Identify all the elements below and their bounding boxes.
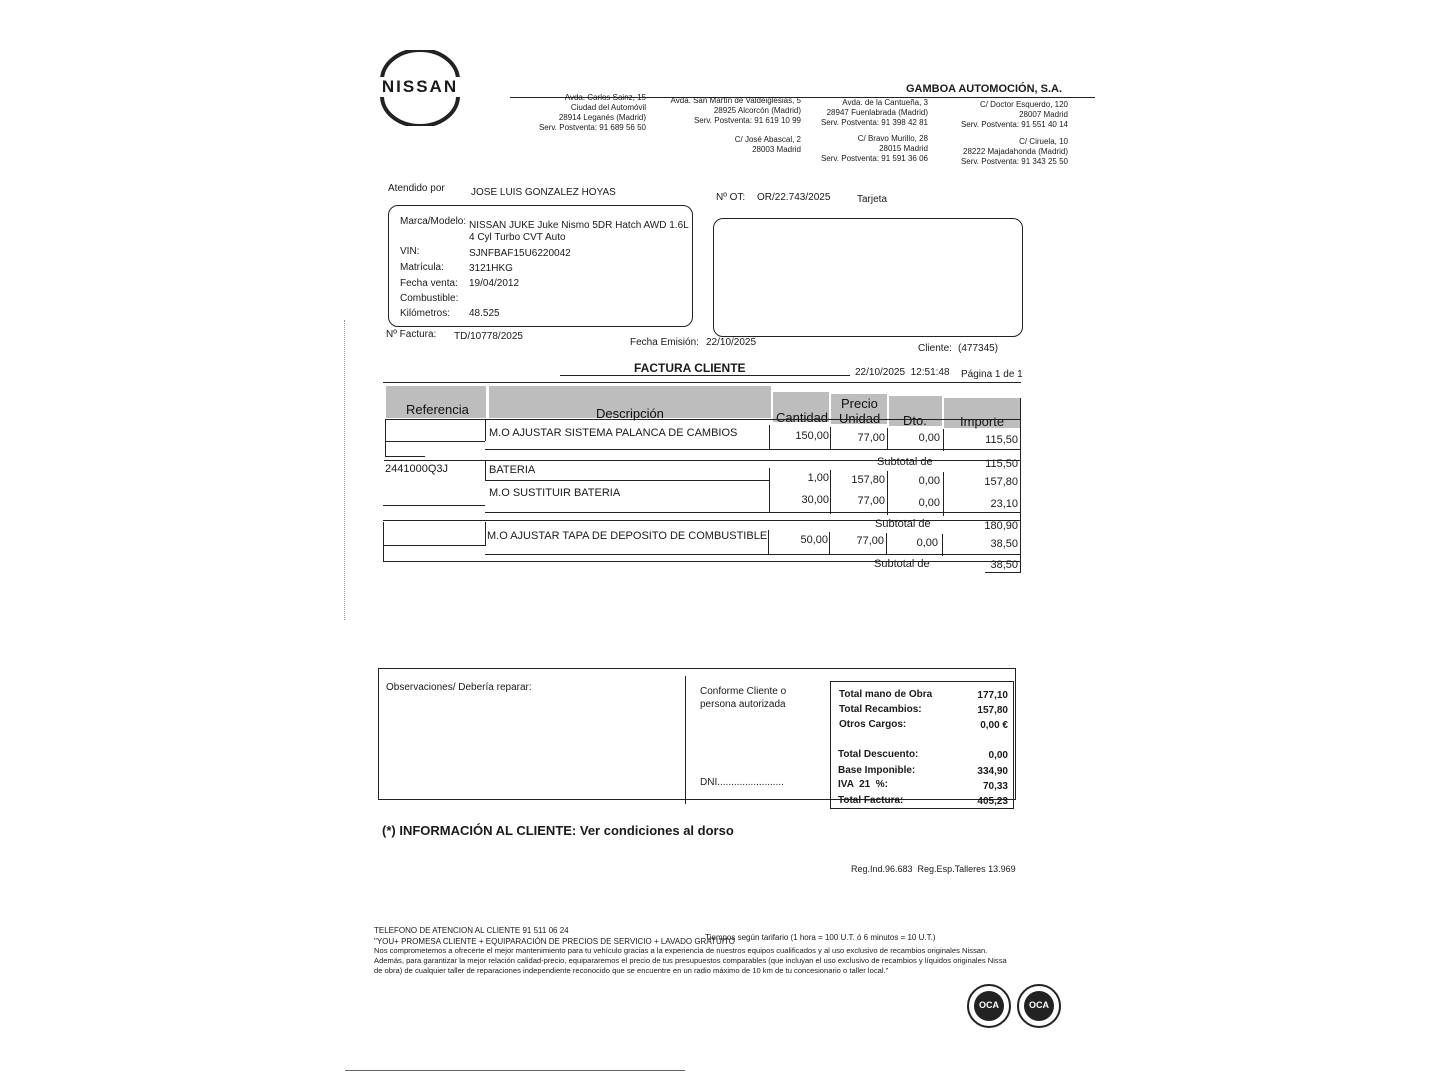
address-bravo-murillo <box>806 134 928 164</box>
address-alcorcon <box>655 96 801 126</box>
col-rule <box>942 534 943 556</box>
group-rule <box>383 520 1021 521</box>
col-rule <box>485 522 486 546</box>
header-price-bottom: Unidad <box>839 411 881 426</box>
invoice-number-label: Nº Factura: <box>386 329 437 340</box>
total-value: 334,90 <box>977 766 1008 777</box>
total-label: IVA 21 %: <box>838 779 889 790</box>
col-rule <box>887 471 888 515</box>
attended-value: JOSE LUIS GONZALEZ HOYAS <box>471 187 616 198</box>
row-rule <box>385 456 425 457</box>
invoice-title-rule <box>560 375 850 376</box>
row-discount: 0,00 <box>918 475 940 487</box>
header-description <box>489 386 771 421</box>
fine-print-line: Nos comprometemos a ofrecerte el mejor mantenimiento para tu vehículo gracias a la experiencia de nuestros equipos cualificados y al uso exclusivo de recambios originales Nissan. <box>374 946 988 955</box>
col-rule <box>769 468 770 512</box>
address-line: 28914 Leganés (Madrid) <box>558 113 646 122</box>
total-value: 177,10 <box>977 690 1008 701</box>
row-quantity: 1,00 <box>807 472 829 484</box>
row-quantity: 30,00 <box>801 494 829 506</box>
subtotal-value: 180,90 <box>984 520 1018 532</box>
row-amount: 157,80 <box>984 476 1018 488</box>
address-line: 28947 Fuenlabrada (Madrid) <box>826 108 928 117</box>
address-line: 28925 Alcorcón (Madrid) <box>713 106 801 115</box>
address-line: C/ Ciruela, 10 <box>1019 137 1068 146</box>
page-number: Página 1 de 1 <box>961 369 1023 380</box>
col-rule <box>485 460 486 480</box>
address-line: Serv. Postventa: 91 591 36 06 <box>820 154 928 163</box>
address-line: 28007 Madrid <box>1019 110 1068 119</box>
row-rule <box>385 419 1021 420</box>
header-price-top: Precio <box>841 396 878 411</box>
address-line: 28003 Madrid <box>752 145 801 154</box>
ot-value: OR/22.743/2025 <box>757 192 831 203</box>
header-discount <box>889 396 942 426</box>
model-value-2: 4 Cyl Turbo CVT Auto <box>469 232 566 243</box>
row-rule <box>383 545 485 546</box>
subtotal-label: Subtotal de <box>875 518 931 530</box>
row-rule <box>485 449 1020 450</box>
row-rule <box>485 554 1020 555</box>
subtotal-label: Subtotal de <box>877 456 933 468</box>
row-description: M.O SUSTITUIR BATERIA <box>489 487 621 499</box>
registry-line: Reg.Ind.96.683 Reg.Esp.Talleres 13.969 <box>851 864 1016 874</box>
km-value: 48.525 <box>469 308 500 319</box>
col-rule <box>385 419 386 456</box>
company-name: GAMBOA AUTOMOCIÓN, S.A. <box>906 83 1063 95</box>
row-unit-price: 77,00 <box>856 535 884 547</box>
dni-label: DNI........................ <box>700 777 784 788</box>
address-line: C/ Doctor Esquerdo, 120 <box>979 100 1068 109</box>
subtotal-value: 115,50 <box>985 458 1018 470</box>
subtotal-value: 38,50 <box>990 559 1018 571</box>
row-rule <box>383 505 485 506</box>
header-reference <box>386 386 486 418</box>
total-label: Total Recambios: <box>839 704 922 715</box>
col-rule <box>830 470 831 514</box>
conform-line-2: persona autorizada <box>700 699 786 710</box>
total-value: 0,00 € <box>980 720 1008 731</box>
client-info-line: (*) INFORMACIÓN AL CLIENTE: Ver condiciones al dorso <box>382 823 734 838</box>
address-line: Serv. Postventa: 91 619 10 99 <box>693 116 801 125</box>
address-line: 28015 Madrid <box>879 144 928 153</box>
certification-seal <box>966 983 1012 1029</box>
vin-value: SJNFBAF15U6220042 <box>469 248 571 259</box>
tariff-line: Tiempos según tarifario (1 hora = 100 U.T. ó 6 minutos = 10 U.T.) <box>705 933 936 942</box>
address-line: Serv. Postventa: 91 689 56 50 <box>538 123 646 132</box>
total-value: 405,23 <box>977 796 1008 807</box>
col-rule <box>829 532 830 554</box>
plate-value: 3121HKG <box>469 263 513 274</box>
row-description: M.O AJUSTAR TAPA DE DEPOSITO DE COMBUSTIBLE <box>487 530 768 542</box>
phone-line: TELEFONO DE ATENCION AL CLIENTE 91 511 06 24 <box>374 926 569 935</box>
client-label: Cliente: <box>918 343 952 354</box>
total-value: 0,00 <box>988 750 1008 761</box>
fine-print-line: Además, para garantizar la mejor relación calidad-precio, equipararemos el precio de tus presupuestos comparables (que incluyan el uso exclusivo de recambios y líquidos originales Nissa <box>374 956 1007 965</box>
row-rule <box>485 512 1020 513</box>
row-quantity: 150,00 <box>795 430 829 442</box>
logo-text: NISSAN <box>372 77 468 97</box>
address-line: Serv. Postventa: 91 343 25 50 <box>960 157 1068 166</box>
row-amount: 115,50 <box>985 434 1018 446</box>
total-label: Otros Cargos: <box>839 719 907 730</box>
row-discount: 0,00 <box>918 432 940 444</box>
scan-margin-mark <box>344 320 346 620</box>
invoice-title: FACTURA CLIENTE <box>634 361 746 375</box>
col-rule <box>383 522 384 562</box>
table-end-rule <box>985 572 1021 573</box>
total-label: Total Factura: <box>838 795 904 806</box>
row-unit-price: 77,00 <box>857 432 885 444</box>
row-description: M.O AJUSTAR SISTEMA PALANCA DE CAMBIOS <box>489 427 738 439</box>
address-line: Avda. Carlos Sainz, 15 <box>564 93 646 102</box>
ot-label: Nº OT: <box>716 192 746 203</box>
col-rule <box>943 472 944 516</box>
address-line: Avda. de la Cantueña, 3 <box>842 98 928 107</box>
address-esquerdo <box>940 100 1068 130</box>
card-label: Tarjeta <box>857 194 888 205</box>
total-label: Total mano de Obra <box>839 689 933 700</box>
client-box <box>713 218 1023 337</box>
total-label: Total Descuento: <box>838 749 919 760</box>
issue-date-value: 22/10/2025 <box>706 337 757 348</box>
vin-label: VIN: <box>400 246 420 257</box>
invoice-number-value: TD/10778/2025 <box>454 331 523 342</box>
table-bottom-rule <box>383 561 1021 562</box>
header-description-text: Descripción <box>596 406 664 421</box>
model-value: NISSAN JUKE Juke Nismo 5DR Hatch AWD 1.6L <box>469 220 689 231</box>
plate-label: Matrícula: <box>400 262 444 273</box>
model-label: Marca/Modelo: <box>400 216 467 227</box>
total-value: 157,80 <box>977 705 1008 716</box>
row-reference: 2441000Q3J <box>385 463 448 475</box>
conform-line-1: Conforme Cliente o <box>700 686 787 697</box>
address-leganes <box>510 93 646 133</box>
address-line: Serv. Postventa: 91 551 40 14 <box>960 120 1068 129</box>
client-value: (477345) <box>958 343 999 354</box>
promise-line: "YOU+ PROMESA CLIENTE + EQUIPARACIÓN DE PRECIOS DE SERVICIO + LAVADO GRATUITO <box>374 937 735 946</box>
address-majadahonda <box>940 137 1068 167</box>
row-unit-price: 157,80 <box>851 474 885 486</box>
address-abascal <box>680 135 801 155</box>
address-line: C/ Bravo Murillo, 28 <box>857 134 928 143</box>
address-fuenlabrada <box>806 98 928 128</box>
address-line: Serv. Postventa: 91 398 42 81 <box>820 118 928 127</box>
col-rule <box>485 419 486 441</box>
row-discount: 0,00 <box>916 537 938 549</box>
row-discount: 0,00 <box>918 497 940 509</box>
row-rule <box>385 441 485 442</box>
address-line: Avda. San Martín de Valdeiglesias, 5 <box>670 96 801 105</box>
header-reference-text: Referencia <box>406 402 469 417</box>
header-discount-text: Dto. <box>903 413 927 428</box>
address-line: C/ José Abascal, 2 <box>734 135 801 144</box>
fuel-label: Combustible: <box>400 293 459 304</box>
header-amount <box>944 398 1020 428</box>
group-rule <box>384 460 1021 461</box>
row-amount: 38,50 <box>990 538 1018 550</box>
fine-print-line: de obra) de cualquier taller de reparaciones independiente reconocido que se encuentre en un radio máximo de 10 km de tu concesionario o taller local." <box>374 966 889 975</box>
header-amount-text: Importe <box>960 414 1005 429</box>
certification-seal <box>1016 983 1062 1029</box>
observations-label: Observaciones/ Debería reparar: <box>386 682 532 693</box>
row-amount: 23,10 <box>990 498 1018 510</box>
nissan-logo <box>372 50 468 126</box>
header-quantity-text: Cantidad <box>776 410 829 425</box>
footer-divider <box>685 676 686 804</box>
row-quantity: 50,00 <box>800 534 828 546</box>
address-line: Ciudad del Automóvil <box>570 103 646 112</box>
header-quantity <box>773 392 829 425</box>
total-value: 70,33 <box>982 781 1008 792</box>
row-rule <box>485 480 770 481</box>
invoice-timestamp: 22/10/2025 12:51:48 <box>855 367 950 378</box>
total-label: Base Imponible: <box>838 765 916 776</box>
address-line: 28222 Majadahonda (Madrid) <box>963 147 1068 156</box>
seal-text: OCA <box>1029 1000 1049 1010</box>
col-rule <box>1020 398 1021 573</box>
row-unit-price: 77,00 <box>857 495 885 507</box>
km-label: Kilómetros: <box>400 308 451 319</box>
seal-text: OCA <box>979 1000 999 1010</box>
sale-date-value: 19/04/2012 <box>469 278 520 289</box>
col-rule <box>768 530 769 554</box>
attended-label: Atendido por <box>388 183 445 194</box>
row-description: BATERIA <box>489 464 536 476</box>
issue-date-label: Fecha Emisión: <box>630 337 699 348</box>
scan-bottom-rule <box>345 1070 685 1071</box>
table-top-rule <box>383 382 1021 383</box>
sale-date-label: Fecha venta: <box>400 278 458 289</box>
col-rule <box>886 533 887 555</box>
subtotal-label: Subtotal de <box>874 558 930 570</box>
